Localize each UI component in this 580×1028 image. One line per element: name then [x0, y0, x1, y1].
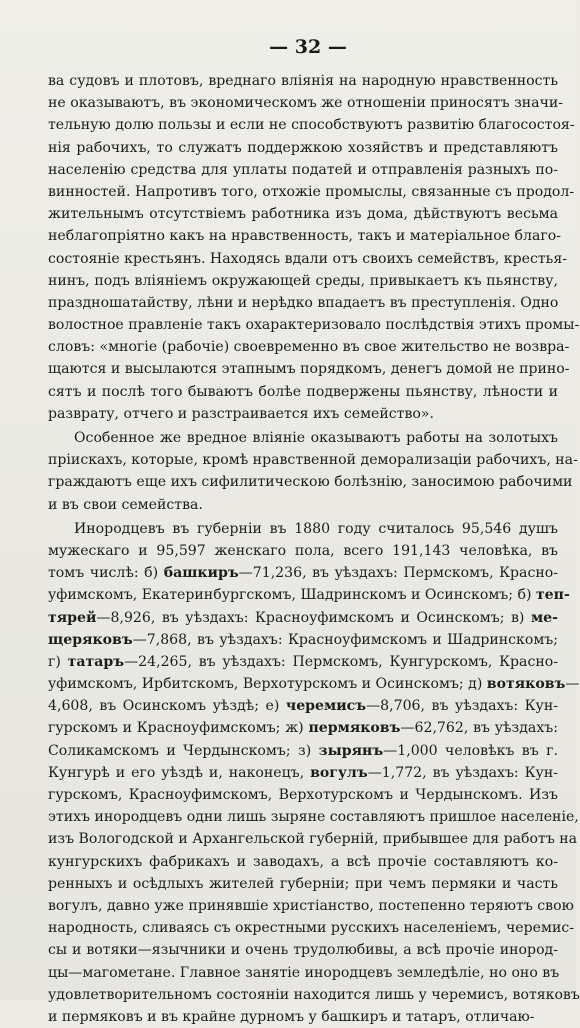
text-line	[48, 584, 570, 606]
text-line	[48, 449, 578, 471]
text-line	[48, 358, 570, 380]
text-run: ва судовъ и плотовъ, вреднаго вліянія на народную нравственность	[48, 73, 558, 89]
text-line	[48, 917, 575, 939]
text-line	[48, 270, 558, 292]
text-run: —1,772, въ уѣздахъ: Кун-	[367, 764, 558, 781]
body-text	[48, 70, 580, 1028]
bold-term: щеряковъ	[48, 631, 133, 648]
bold-term: черемисъ	[285, 698, 367, 715]
text-line	[48, 851, 558, 873]
text-line	[48, 828, 578, 850]
bold-term: вотяковъ	[486, 676, 566, 693]
text-run: —71,236, въ уѣздахъ: Пермскомъ, Красно-	[238, 565, 558, 582]
text-line	[48, 471, 573, 493]
text-run: щаются и высылаются этапнымъ порядкомъ, денегъ домой не прино-	[48, 361, 570, 378]
text-run: —62,762, въ уѣздахъ:	[400, 720, 558, 737]
text-line	[48, 962, 558, 984]
text-run: сятъ и послѣ того бываютъ болѣе подвержены пьянству, лѣности и	[48, 383, 558, 400]
text-line	[48, 540, 558, 562]
text-run: уфимскомъ, Екатеринбургскомъ, Шадринскомъ и Осинскомъ; б)	[48, 587, 536, 604]
text-run: народность, сливаясь съ окрестными русскихъ населеніемъ, черемис-	[48, 920, 575, 937]
text-run: состояніе крестьянъ. Находясь вдали отъ своихъ семействъ, крестья-	[48, 250, 567, 267]
text-line	[48, 159, 558, 181]
text-line	[48, 137, 558, 159]
text-run: —8,706, въ уѣздахъ: Кун-	[366, 698, 559, 715]
text-line	[48, 248, 567, 270]
text-line	[48, 895, 574, 917]
text-run: цы—магометане. Главное занятіе инородцевъ земледѣліе, но оно въ	[48, 964, 560, 981]
text-line	[48, 292, 558, 314]
text-run: сы и вотяки—язычники и очень трудолюбивы, а всѣ прочіе инород-	[48, 942, 558, 959]
text-run: томъ числѣ: б)	[48, 565, 164, 582]
text-run: Кунгурѣ и его уѣздѣ и, наконецъ,	[48, 764, 311, 781]
text-line	[48, 740, 558, 762]
text-line	[48, 784, 558, 806]
text-run: —	[565, 676, 580, 693]
text-run: тельную долю пользы и если не способствуютъ развитію благосостоя-	[48, 117, 575, 134]
text-run: винностей. Напротивъ того, отхожіе промыслы, связанные съ продол-	[48, 183, 575, 200]
paragraph	[48, 518, 580, 1028]
text-line	[48, 518, 558, 540]
text-run: —24,265, въ уѣздахъ: Пермскомъ, Кунгурскомъ, Красно-	[124, 653, 558, 670]
text-line	[48, 114, 575, 136]
page-number: — 32 —	[269, 36, 347, 58]
text-line	[48, 673, 580, 695]
text-line	[48, 762, 558, 784]
text-run: пріискахъ, которые, кромѣ нравственной деморализаціи рабочихъ, на-	[48, 452, 578, 469]
text-run: гурскомъ, Красноуфимскомъ, Верхотурскомъ и Чердынскомъ. Изъ	[48, 787, 558, 803]
paragraph	[48, 427, 578, 516]
text-line	[48, 336, 570, 358]
text-line	[48, 314, 580, 336]
text-line	[48, 717, 558, 739]
bold-term: пермяковъ	[308, 720, 401, 737]
bold-term: башкиръ	[163, 565, 239, 582]
text-line	[48, 939, 558, 961]
text-run: 4,608, въ Осинскомъ уѣздѣ; е)	[48, 698, 286, 715]
text-run: населенію средства для уплаты податей и отправленія разныхъ по-	[48, 161, 558, 178]
text-run: Инородцевъ въ губерніи въ 1880 году считалось 95,546 душъ	[74, 520, 558, 537]
text-line	[48, 984, 580, 1006]
text-line	[48, 607, 558, 629]
bold-term: татаръ	[67, 653, 125, 670]
text-run: и въ свои семейства.	[48, 496, 203, 513]
text-run: словъ: «многіе (рабочіе) своевременно въ свое жительство не возвра-	[48, 339, 570, 356]
text-run: кунгурскихъ фабрикахъ и заводахъ, а всѣ прочіе составляютъ ко-	[48, 853, 558, 870]
text-line	[48, 181, 575, 203]
text-run: граждаютъ еще ихъ сифилитическою болѣзнію, заносимою рабочими	[48, 474, 573, 491]
text-line	[48, 629, 558, 651]
text-run: неблагопріятно какъ на нравственность, такъ и матеріальное благо-	[48, 228, 562, 245]
text-line	[48, 806, 579, 828]
text-run: ренныхъ и осѣдлыхъ жителей губерніи; при чемъ пермяки и часть	[48, 875, 558, 892]
text-run: жительнымъ отсутствіемъ работника изъ дома, дѣйствуютъ весьма	[48, 206, 558, 223]
text-line	[48, 203, 558, 225]
bold-term: вогулъ	[310, 764, 368, 781]
bold-term: теп-	[535, 587, 570, 604]
text-line	[48, 92, 564, 114]
text-run: Соликамскомъ и Чердынскомъ; з)	[48, 742, 319, 759]
text-run: этихъ инородцевъ одни лишь зыряне составляютъ пришлое населеніе,	[48, 809, 579, 826]
text-run: —7,868, въ уѣздахъ: Красноуфимскомъ и Шадринскомъ;	[132, 631, 558, 648]
text-line	[48, 494, 558, 516]
text-line	[48, 381, 558, 403]
text-run: не оказываютъ, въ экономическомъ же отношеніи приносятъ значи-	[48, 95, 564, 112]
text-run: г)	[48, 653, 68, 670]
text-run: —1,000 человѣкъ въ г.	[383, 742, 558, 759]
text-run: гурскомъ и Красноуфимскомъ; ж)	[48, 720, 309, 737]
text-run: нія рабочихъ, то служатъ поддержкою хозяйствъ и представляютъ	[48, 139, 558, 156]
text-line	[48, 873, 558, 895]
text-line	[48, 427, 558, 449]
text-run: волостное правленіе такъ охарактеризовало послѣдствія этихъ промы-	[48, 317, 580, 334]
text-run: мужескаго и 95,597 женскаго пола, всего 191,143 человѣка, въ	[48, 542, 558, 559]
text-line	[48, 70, 558, 92]
bold-term: зырянъ	[318, 742, 384, 759]
text-run: разврату, отчего и разстраивается ихъ семейство».	[48, 405, 434, 422]
text-run: Особенное же вредное вліяніе оказываютъ работы на золотыхъ	[74, 430, 558, 446]
bold-term: тярей	[48, 609, 97, 626]
text-line	[48, 651, 558, 673]
text-line	[48, 1006, 558, 1028]
text-run: уфимскомъ, Ирбитскомъ, Верхотурскомъ и Осинскомъ; д)	[48, 676, 487, 693]
text-line	[48, 225, 562, 247]
paragraph	[48, 70, 580, 425]
text-run: праздношатайству, лѣни и нерѣдко впадаетъ въ преступленія. Одно	[48, 294, 559, 311]
text-run: удовлетворительномъ состояніи находится лишь у черемисъ, вотяковъ	[48, 986, 580, 1003]
text-run: —8,926, въ уѣздахъ: Красноуфимскомъ и Осинскомъ; в)	[96, 609, 531, 626]
text-run: изъ Вологодской и Архангельской губерній, прибывшее для работъ на	[48, 831, 578, 848]
text-line	[48, 562, 558, 584]
text-line	[48, 695, 558, 717]
text-run: и пермяковъ и въ крайне дурномъ у башкиръ и татаръ, отличаю-	[48, 1008, 535, 1025]
text-line	[48, 403, 558, 425]
bold-term: ме-	[530, 609, 558, 626]
text-run: нинъ, подъ вліяніемъ окружающей среды, привыкаетъ къ пьянству,	[48, 272, 558, 289]
text-run: вогулъ, давно уже принявшіе христіанство, постепенно теряютъ свою	[48, 897, 574, 914]
